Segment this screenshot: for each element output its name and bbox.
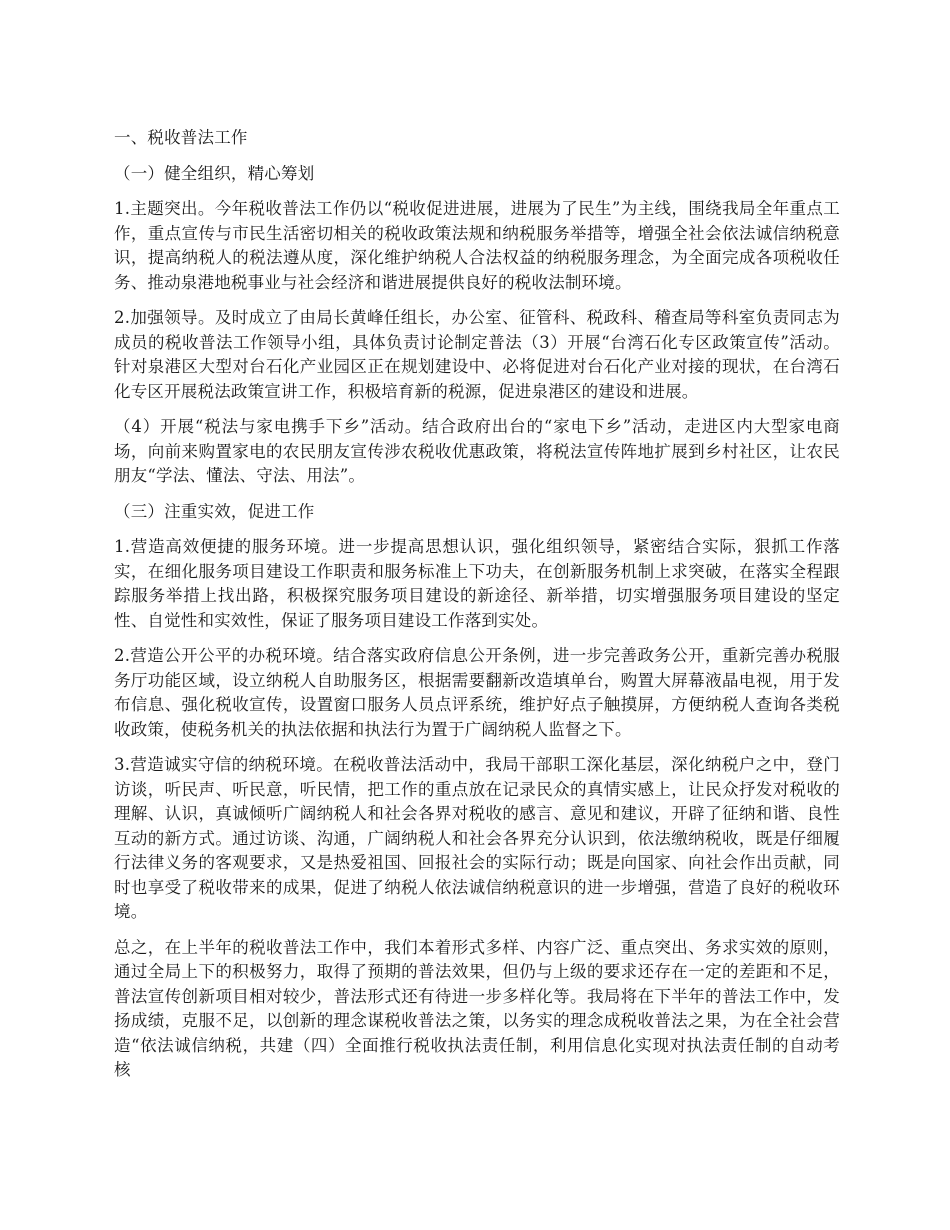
section-heading-tax-law-promotion: 一、税收普法工作 [114,128,248,147]
paragraph-strengthen-leadership: 2.加强领导。及时成立了由局长黄峰任组长，办公室、征管科、税政科、稽查局等科室负责同志为成员的税收普法工作领导小组，具体负责讨论制定普法（3）开展“台湾石化专区政策宣传”活动。针对泉港区大型对台石化产业园区正在规划建设中、必将促进对台石化产业对接的现状，在台湾石化专区开展税法政策宣讲工作，积极培育新的税源，促进泉港区的建设和进展。 [114,308,840,401]
paragraph-service-environment: 1.营造高效便捷的服务环境。进一步提高思想认识，强化组织领导，紧密结合实际，狠抓工作落实，在细化服务项目建设工作职责和服务标准上下功夫，在创新服务机制上求突破，在落实全程跟踪服务举措上找出路，积极探究服务项目建设的新途径、新举措，切实增强服务项目建设的坚定性、自觉性和实效性，保证了服务项目建设工作落到实处。 [114,537,840,630]
paragraph-theme-highlight: 1.主题突出。今年税收普法工作仍以“税收促进进展，进展为了民生”为主线，围绕我局全年重点工作，重点宣传与市民生活密切相关的税收政策法规和纳税服务举措等，增强全社会依法诚信纳税意识，提高纳税人的税法遵从度，深化维护纳税人合法权益的纳税服务理念，为全面完成各项税收任务、推动泉港地税事业与社会经济和谐进展提供良好的税收法制环境。 [114,199,840,292]
paragraph-summary: 总之，在上半年的税收普法工作中，我们本着形式多样、内容广泛、重点突出、务求实效的原则，通过全局上下的积极努力，取得了预期的普法效果，但仍与上级的要求还存在一定的差距和不足，普法宣传创新项目相对较少，普法形式还有待进一步多样化等。我局将在下半年的普法工作中，发扬成绩，克服不足，以创新的理念谋税收普法之策，以务实的理念成税收普法之果，为在全社会营造“依法诚信纳税，共建（四）全面推行税收执法责任制，利用信息化实现对执法责任制的自动考核 [114,937,840,1079]
paragraph-honest-tax-environment: 3.营造诚实守信的纳税环境。在税收普法活动中，我局干部职工深化基层，深化纳税户之中，登门访谈，听民声、听民意，听民情，把工作的重点放在记录民众的真情实感上，让民众抒发对税收的理解、认识，真诚倾听广阔纳税人和社会各界对税收的感言、意见和建议，开辟了征纳和谐、良性互动的新方式。通过访谈、沟通，广阔纳税人和社会各界充分认识到，依法缴纳税收，既是仔细履行法律义务的客观要求，又是热爱祖国、回报社会的实际行动；既是向国家、向社会作出贡献，同时也享受了税收带来的成果，促进了纳税人依法诚信纳税意识的进一步增强，营造了良好的税收环境。 [114,755,840,921]
subsection-heading-effectiveness: （三）注重实效，促进工作 [114,501,315,521]
paragraph-tax-appliance-rural: （4）开展“税法与家电携手下乡”活动。结合政府出台的“家电下乡”活动，走进区内大型家电商场，向前来购置家电的农民朋友宣传涉农税收优惠政策，将税法宣传阵地扩展到乡村社区，让农民朋友“学法、懂法、守法、用法”。 [114,417,840,485]
paragraph-fair-tax-environment: 2.营造公开公平的办税环境。结合落实政府信息公开条例，进一步完善政务公开，重新完善办税服务厅功能区域，设立纳税人自助服务区，根据需要翻新改造填单台，购置大屏幕液晶电视，用于发布信息、强化税收宣传，设置窗口服务人员点评系统，维护好点子触摸屏，方便纳税人查询各类税收政策，使税务机关的执法依据和执法行为置于广阔纳税人监督之下。 [114,646,840,739]
document-body [114,126,840,1094]
subsection-heading-organization: （一）健全组织，精心筹划 [114,163,315,183]
